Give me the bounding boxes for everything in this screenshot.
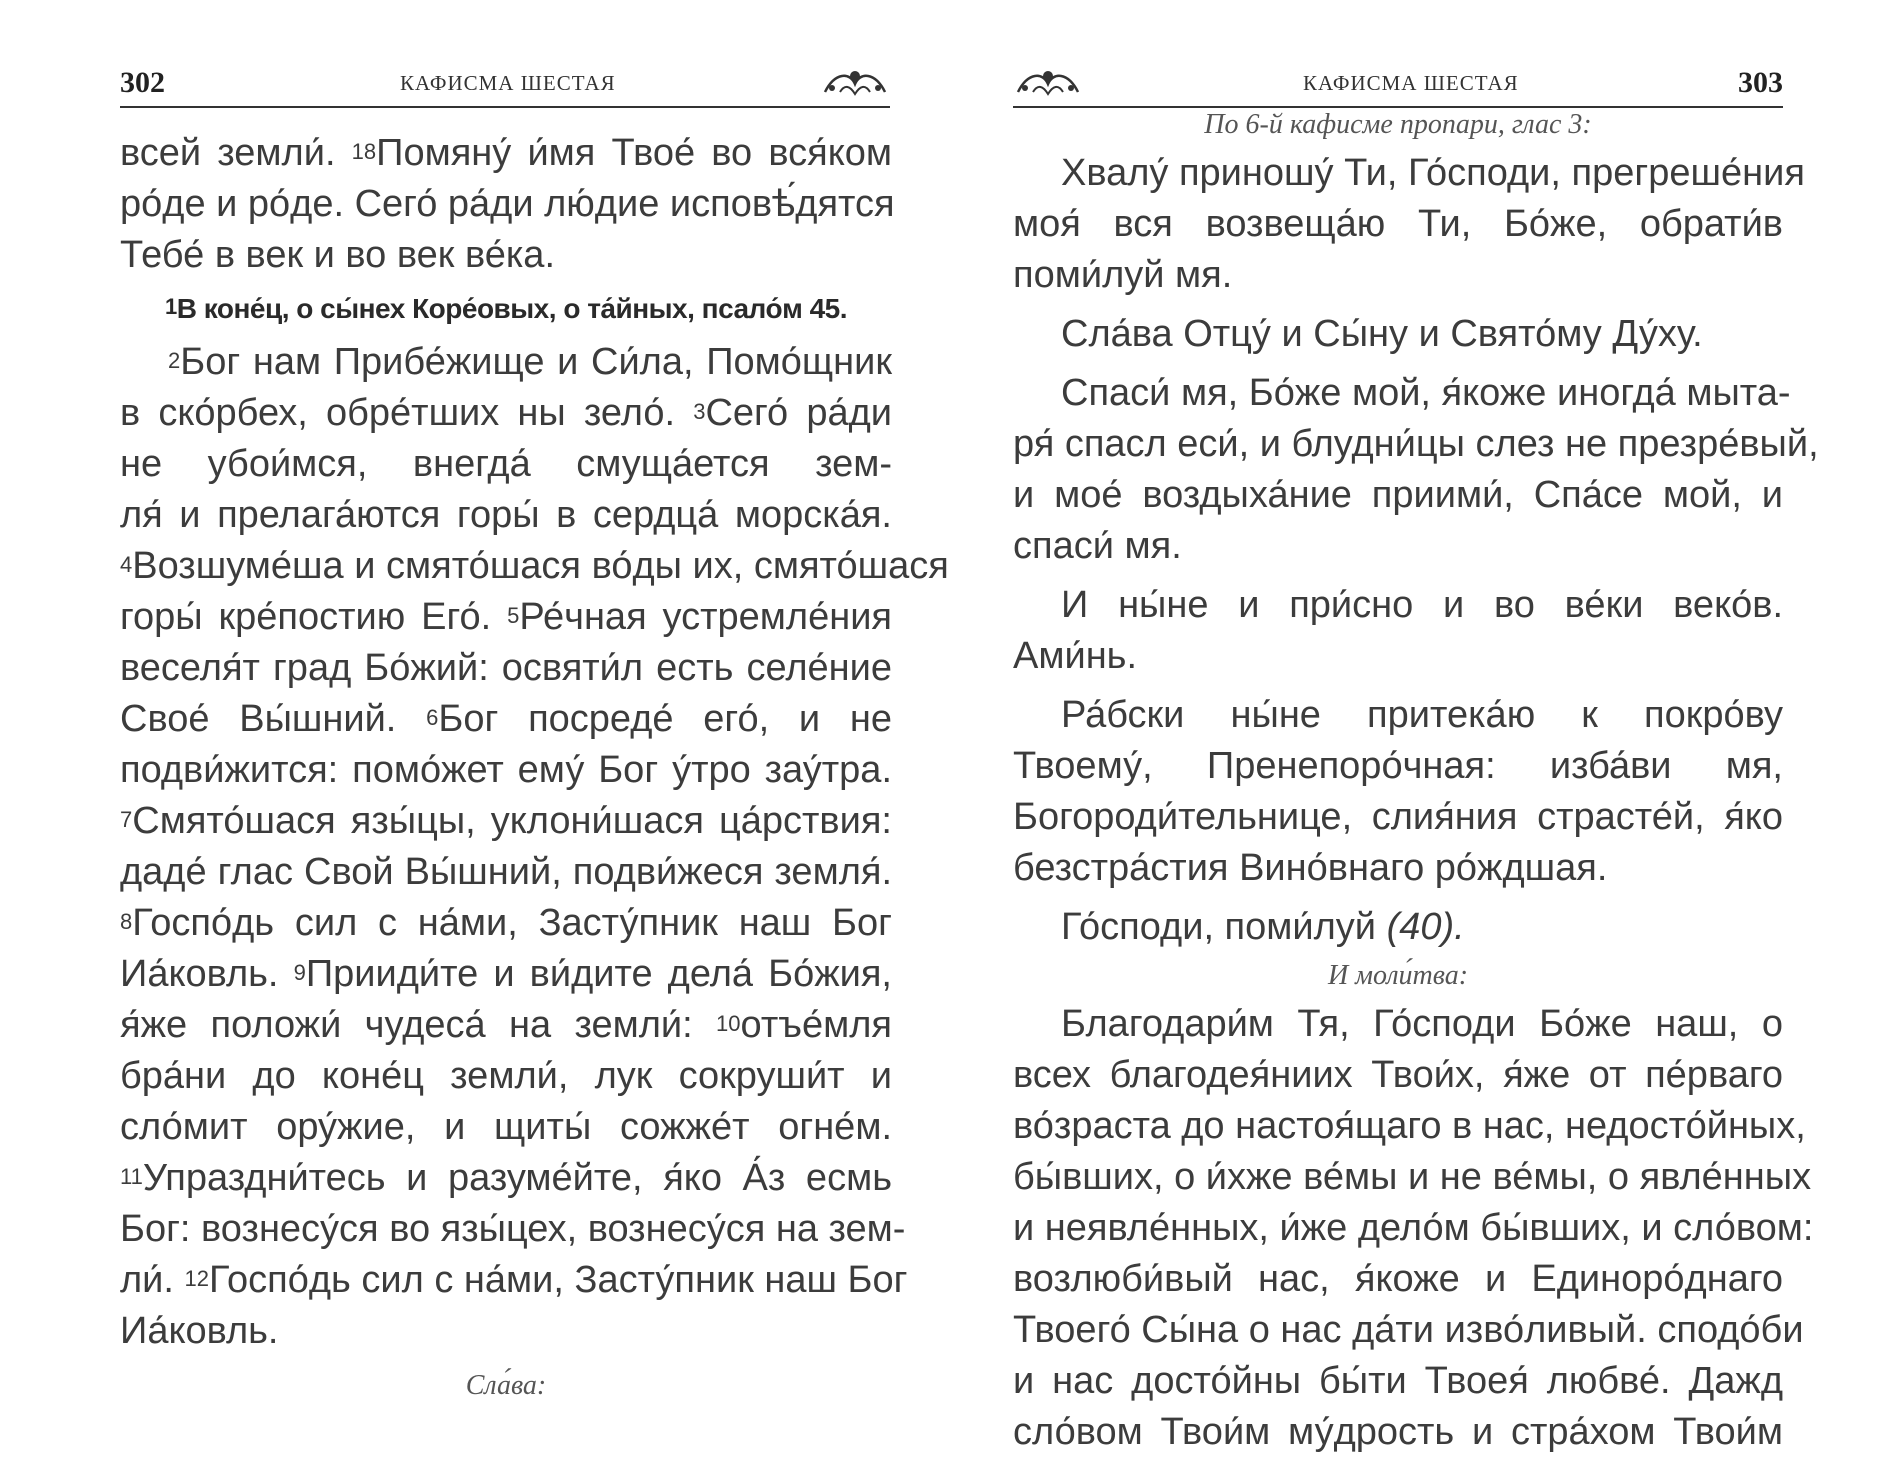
troparia-rubric: По 6-й кафисме пропари, глас 3: — [1204, 109, 1592, 140]
text-line: Тебе́ в век и во век ве́ка. — [120, 234, 555, 276]
text-line: веселя́т град Бо́жий: освяти́л есть селе́ние — [120, 647, 892, 689]
text-line: безстра́стия Вино́внаго ро́ждшая. — [1013, 847, 1608, 889]
text-line: Свое́ Вы́шний. $^6$Бог посреде́ его́, и не — [120, 698, 893, 740]
text-line: Го́споди, поми́луй (40). — [1061, 906, 1465, 948]
text-line: $^2$Бог нам Прибе́жище и Си́ла, Помо́щник — [168, 341, 892, 383]
text-line: сло́вом Твои́м му́дрость и стра́хом Твои́м — [1013, 1411, 1783, 1453]
text-line: подви́жится: помо́жет ему́ Бог у́тро зау́тра. — [120, 749, 892, 791]
psalm-title: $^1$В коне́ц, о сы́нех Коре́овых, о та́йных, псало́м 45. — [165, 293, 847, 324]
text-line: Благодари́м Тя, Го́споди Бо́же наш, о — [1061, 1003, 1783, 1045]
text-line: Бог: вознесу́ся во язы́цех, вознесу́ся на зем- — [120, 1208, 906, 1250]
text-line: во́зраста до настоя́щаго в нас, недосто́йных, — [1013, 1105, 1806, 1147]
text-line: ли́. $^{12}$Госпо́дь сил с на́ми, Засту́пник наш Бог — [120, 1259, 908, 1301]
text-line: Иа́ковль. $^9$Прииди́те и ви́дите дела́ Бо́жия, — [120, 953, 892, 995]
text-line: не убои́мся, внегда́ смуща́ется зем- — [120, 443, 892, 485]
right-page-header — [1013, 58, 1783, 108]
text-line: Спаси́ мя, Бо́же мой, я́коже иногда́ мыта- — [1061, 372, 1791, 414]
text-line: возлюби́вый нас, я́коже и Единоро́днаго — [1013, 1258, 1783, 1300]
text-line: ро́де и ро́де. Сего́ ра́ди лю́дие исповѣ́дятся — [120, 183, 895, 225]
floral-ornament-icon — [820, 62, 890, 104]
text-line: и нас досто́йны бы́ти Твоея́ любве́. Дажд — [1013, 1360, 1783, 1402]
text-line: ря́ спасл еси́, и блудни́цы слез не презре́вый, — [1013, 423, 1819, 465]
right-page — [948, 0, 1896, 1458]
prayer-rubric: И моли́тва: — [1327, 960, 1469, 991]
text-line: сло́мит ору́жие, и щиты́ сожже́т огне́м. — [120, 1106, 892, 1148]
page-number: 303 — [1738, 66, 1783, 99]
text-line: моя́ вся возвеща́ю Ти, Бо́же, обрати́в — [1013, 203, 1783, 245]
text-line: всех благодея́ниих Твои́х, я́же от пе́рваго — [1013, 1054, 1783, 1096]
text-line: горы́ кре́постию Его́. $^5$Ре́чная устремле́ния — [120, 596, 893, 638]
text-line: всей земли́. $^{18}$Помяну́ и́мя Твое́ во вся́ком — [120, 132, 892, 174]
text-line: и неявле́нных, и́же дело́м бы́вших, и сло́вом: — [1013, 1207, 1814, 1249]
text-line: и мое́ воздыха́ние приими́, Спа́се мой, и — [1013, 474, 1783, 516]
right-text-block — [1013, 106, 1819, 1458]
running-title: КАФИСМА ШЕСТАЯ — [400, 71, 616, 95]
page-number: 302 — [120, 66, 165, 99]
text-line: я́же положи́ чудеса́ на земли́: $^{10}$отъе́мля — [120, 1004, 892, 1046]
text-line: Сла́ва Отцу́ и Сы́ну и Свято́му Ду́ху. — [1061, 313, 1703, 355]
text-line: даде́ глас Свой Вы́шний, подви́жеся земля́. — [120, 851, 892, 893]
text-line: поми́луй мя. — [1013, 254, 1233, 296]
text-line: бы́вших, о и́хже ве́мы и не ве́мы, о явле́нных — [1013, 1156, 1812, 1198]
text-line: И ны́не и при́сно и во ве́ки веко́в. — [1061, 584, 1783, 626]
left-text-block — [120, 128, 949, 1405]
text-line: спаси́ мя. — [1013, 525, 1182, 567]
text-line: Твоего́ Сы́на о нас да́ти изво́ливый. сподо́би — [1013, 1309, 1804, 1351]
text-line: ля́ и прелага́ются горы́ в сердца́ морска́я. — [120, 494, 892, 536]
running-title: КАФИСМА ШЕСТАЯ — [1303, 71, 1519, 95]
text-line: Богороди́тельнице, слия́ния страсте́й, я́ко — [1013, 796, 1783, 838]
text-line: Ами́нь. — [1013, 635, 1138, 677]
text-line: $^{11}$Упраздни́тесь и разуме́йте, я́ко А́з есмь — [120, 1157, 892, 1199]
text-line: Хвалу́ приношу́ Ти, Го́споди, прегреше́ния — [1061, 152, 1805, 194]
closing-rubric: Сла́ва: — [465, 1370, 547, 1401]
left-page-header — [120, 58, 890, 108]
floral-ornament-icon — [1013, 62, 1083, 104]
text-line: $^4$Возшуме́ша и смято́шася во́ды их, смято́шася — [120, 545, 949, 587]
text-line: бра́ни до коне́ц земли́, лук сокруши́т и — [120, 1055, 892, 1097]
text-line: Ра́бски ны́не притека́ю к покро́ву — [1061, 694, 1783, 736]
text-line: $^8$Госпо́дь сил с на́ми, Засту́пник наш Бог — [120, 902, 892, 944]
header-rule — [120, 106, 890, 108]
text-line: в ско́рбех, обре́тших ны зело́. $^3$Сего́ ра́ди — [120, 392, 892, 434]
text-line: Иа́ковль. — [120, 1310, 279, 1352]
text-line: $^7$Смято́шася язы́цы, уклони́шася ца́рствия: — [120, 800, 892, 842]
text-line: Твоему́, Пренепоро́чная: изба́ви мя, — [1013, 745, 1783, 787]
